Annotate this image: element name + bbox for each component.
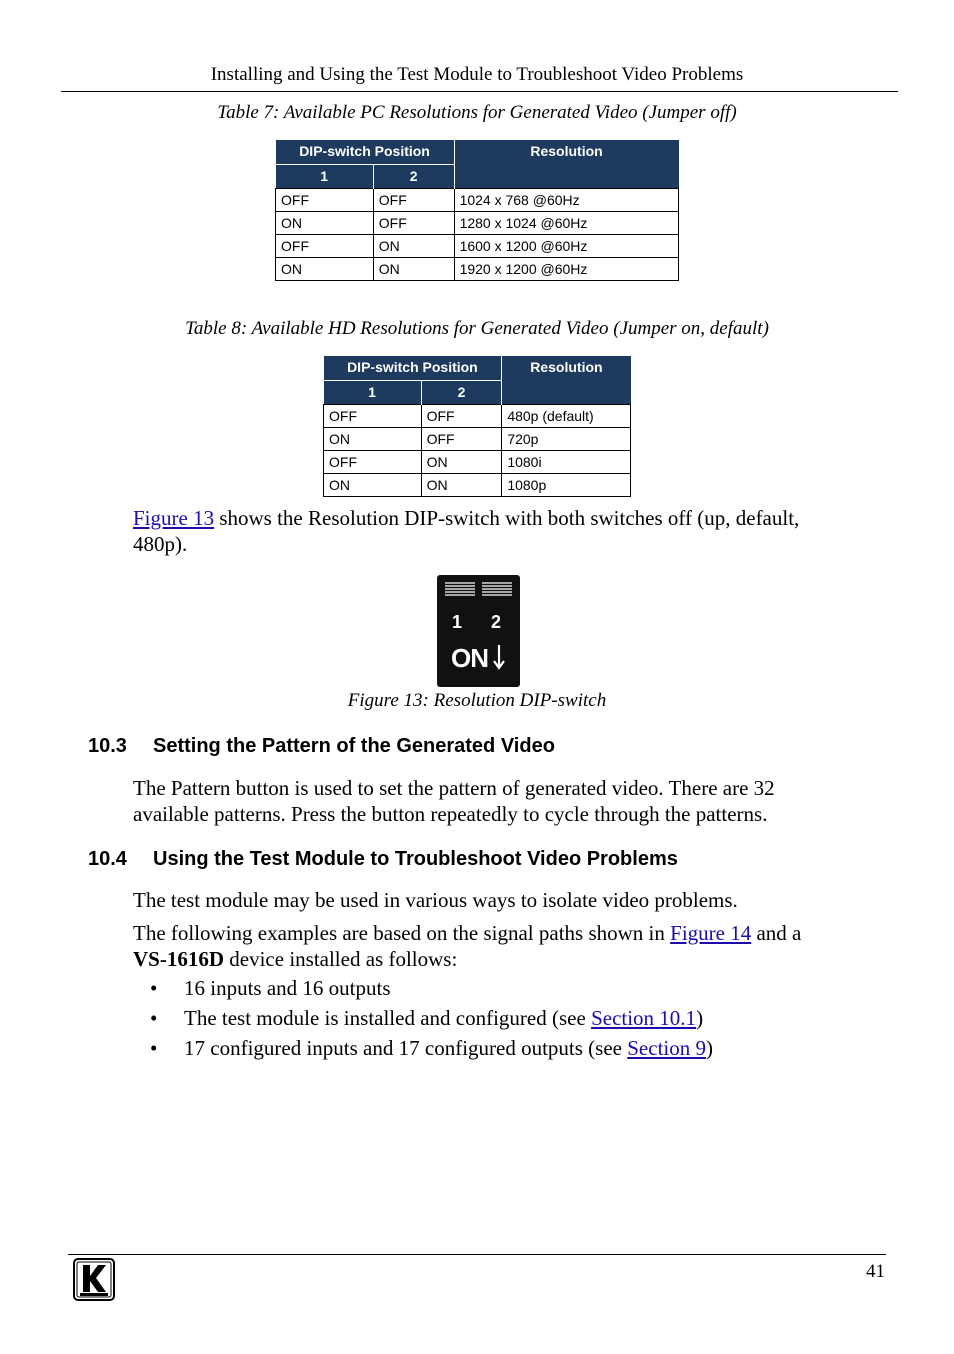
section-10-3-heading — [88, 735, 555, 758]
list-item-text: ) — [706, 1036, 713, 1060]
table-cell: OFF — [324, 450, 422, 473]
list-item-text: ) — [696, 1006, 704, 1030]
table-row — [276, 211, 679, 234]
paragraph-text: device installed as follows: — [224, 947, 458, 971]
paragraph-text: shows the Resolution DIP-switch with both switches off (up, default, — [214, 506, 800, 530]
list-item-text: 17 configured inputs and 17 configured outputs (see — [184, 1036, 628, 1060]
table-row — [276, 188, 679, 211]
table-cell: OFF — [373, 211, 454, 234]
bullet-icon: • — [150, 976, 158, 1000]
table-row — [276, 234, 679, 257]
table8-caption: Table 8: Available HD Resolutions for Generated Video (Jumper on, default) — [185, 318, 769, 339]
table-cell: 1080i — [502, 450, 631, 473]
table-cell: OFF — [421, 427, 502, 450]
section-title: Setting the Pattern of the Generated Video — [153, 735, 555, 757]
list-item-text: The test module is installed and configured (see — [184, 1006, 592, 1030]
table-cell: 1600 x 1200 @60Hz — [454, 234, 678, 257]
table8-header-dip: DIP-switch Position — [324, 356, 502, 380]
paragraph-text: The Pattern button is used to set the pattern of generated video. There are 32 — [133, 776, 775, 800]
footer-rule — [68, 1254, 886, 1255]
paragraph-text: 480p). — [133, 532, 188, 556]
table8-subheader-2: 2 — [421, 380, 502, 404]
table-row — [324, 450, 631, 473]
section-title: Using the Test Module to Troubleshoot Video Problems — [153, 848, 678, 870]
switch-label-1: 1 — [452, 612, 463, 632]
on-label: ON — [451, 643, 488, 673]
figure13-link[interactable]: Figure 13 — [133, 506, 215, 530]
list-item — [150, 1006, 704, 1031]
page-number: 41 — [866, 1261, 885, 1282]
kramer-logo — [73, 1258, 115, 1301]
table-cell: OFF — [324, 404, 422, 427]
figure13-paragraph — [133, 505, 893, 557]
section-10-3-body — [133, 775, 913, 827]
list-item — [150, 1036, 713, 1061]
table-cell: ON — [324, 473, 422, 496]
table-cell: 720p — [502, 427, 631, 450]
table8 — [323, 356, 631, 497]
table-cell: OFF — [276, 234, 374, 257]
table7 — [275, 140, 679, 281]
table-row — [324, 427, 631, 450]
section-9-link[interactable]: Section 9 — [627, 1036, 706, 1060]
table-cell: OFF — [421, 404, 502, 427]
table8-subheader-1: 1 — [324, 380, 422, 404]
figure14-link[interactable]: Figure 14 — [670, 921, 752, 945]
device-name: VS-1616D — [133, 947, 225, 971]
table-cell: ON — [421, 473, 502, 496]
table-cell: OFF — [373, 188, 454, 211]
section-10-4-para2 — [133, 920, 913, 972]
section-10-1-link[interactable]: Section 10.1 — [591, 1006, 697, 1030]
table-cell: 480p (default) — [502, 404, 631, 427]
section-number: 10.4 — [88, 848, 127, 870]
table-row — [324, 404, 631, 427]
section-number: 10.3 — [88, 735, 127, 757]
list-item-text: 16 inputs and 16 outputs — [184, 976, 391, 1000]
table-cell: ON — [324, 427, 422, 450]
switch-label-2: 2 — [491, 612, 502, 632]
table-cell: ON — [276, 211, 374, 234]
table7-subheader-2: 2 — [373, 164, 454, 188]
table-cell: 1920 x 1200 @60Hz — [454, 257, 678, 280]
section-10-4-para1: The test module may be used in various ways to isolate video problems. — [133, 888, 738, 912]
table7-header-resolution: Resolution — [454, 140, 678, 188]
list-item — [150, 976, 391, 1001]
kramer-logo-icon — [73, 1258, 115, 1301]
table-cell: ON — [276, 257, 374, 280]
section-10-4-heading — [88, 848, 678, 871]
figure13-caption: Figure 13: Resolution DIP-switch — [347, 690, 607, 711]
table-cell: ON — [421, 450, 502, 473]
table-row — [324, 473, 631, 496]
paragraph-text: and a — [751, 921, 802, 945]
table8-header-resolution: Resolution — [502, 356, 631, 404]
bullet-icon: • — [150, 1036, 158, 1060]
table-cell: ON — [373, 257, 454, 280]
table-cell: 1024 x 768 @60Hz — [454, 188, 678, 211]
table-cell: 1280 x 1024 @60Hz — [454, 211, 678, 234]
table-row — [276, 257, 679, 280]
arrow-down-icon — [494, 645, 504, 668]
table-cell: 1080p — [502, 473, 631, 496]
paragraph-text: available patterns. Press the button repeatedly to cycle through the patterns. — [133, 802, 768, 826]
dip-switch-figure — [437, 575, 520, 687]
bullet-icon: • — [150, 1006, 158, 1030]
table7-header-dip: DIP-switch Position — [276, 140, 455, 164]
table-cell: OFF — [276, 188, 374, 211]
running-header: Installing and Using the Test Module to Troubleshoot Video Problems — [210, 64, 744, 85]
table-cell: ON — [373, 234, 454, 257]
paragraph-text: The following examples are based on the signal paths shown in — [133, 921, 671, 945]
header-rule — [61, 91, 898, 92]
table7-subheader-1: 1 — [276, 164, 374, 188]
table7-caption: Table 7: Available PC Resolutions for Generated Video (Jumper off) — [217, 102, 737, 123]
